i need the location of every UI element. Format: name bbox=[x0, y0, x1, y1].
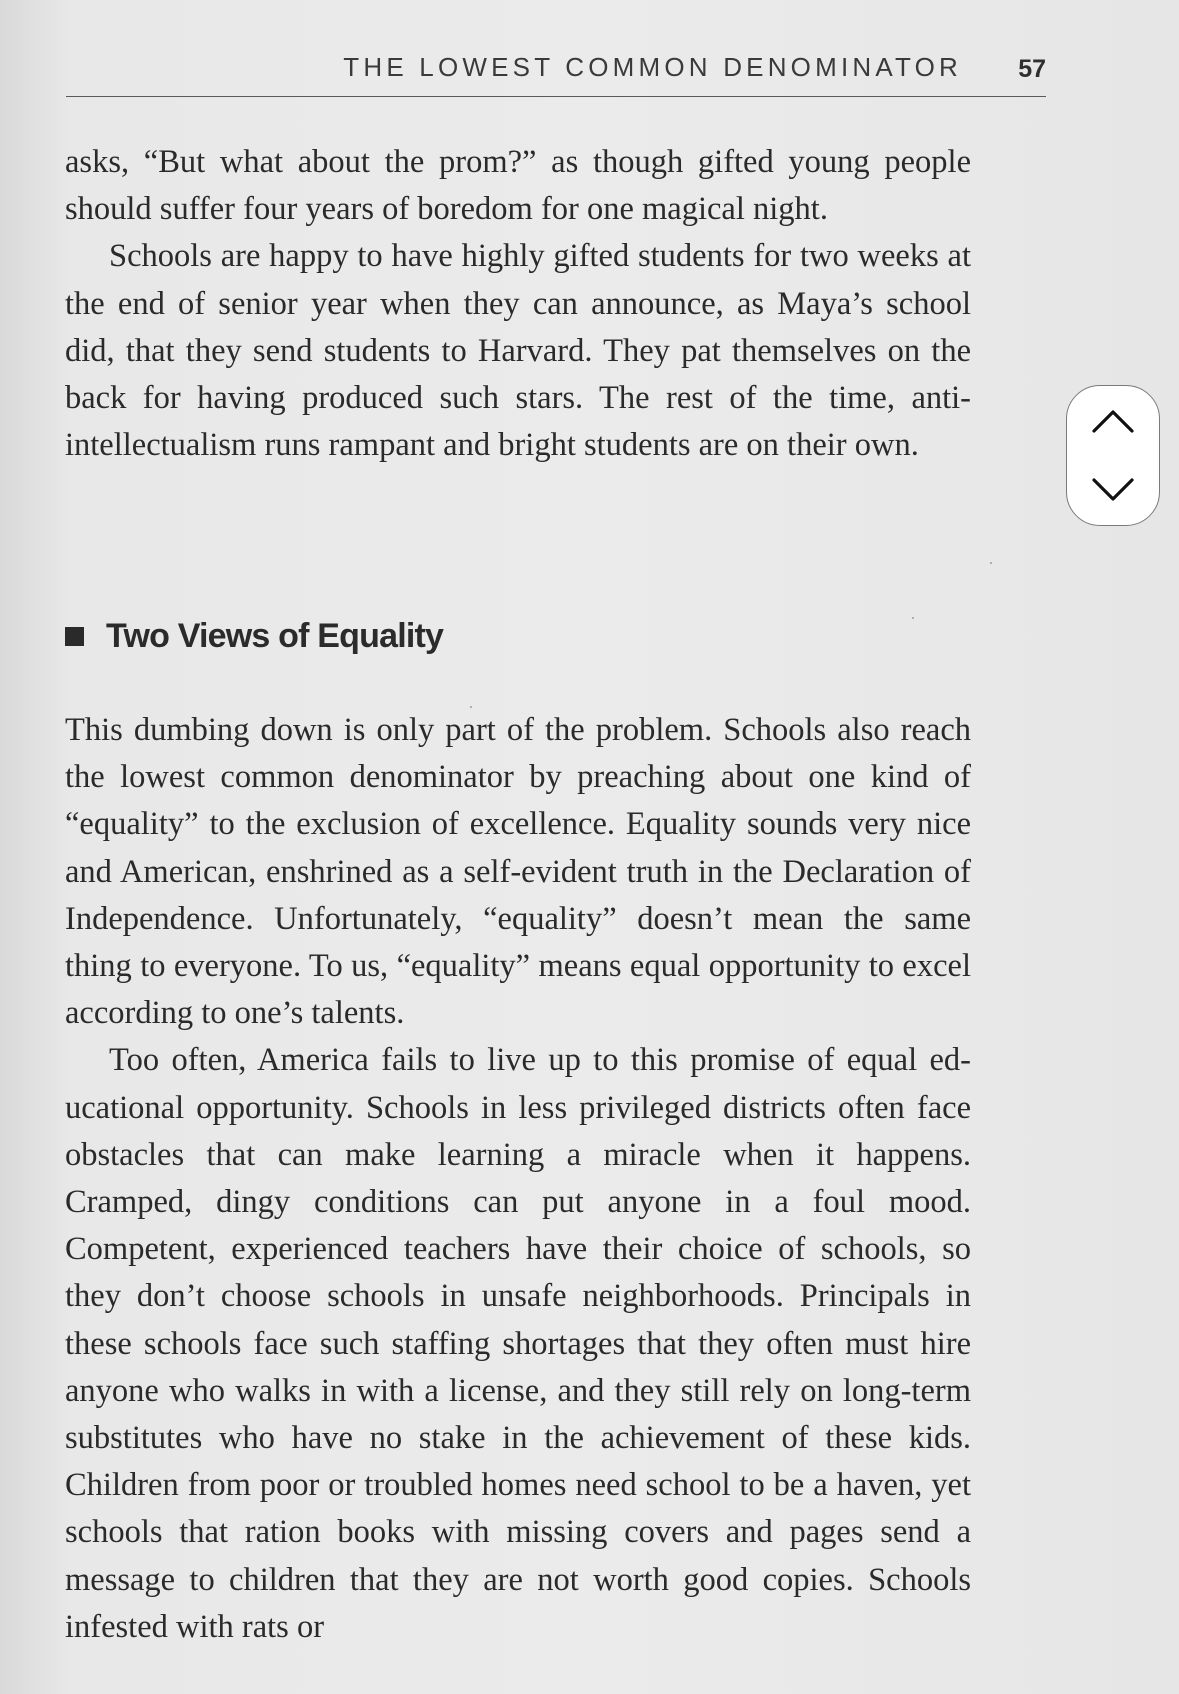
paragraph: Too often, America fails to live up to this promise of equal educational opportunity. Schools in less privileged districts often face obstacles that can make learning a miracle when it happens. Cramped, dingy conditions can put anyone in a foul mood. Competent, experienced teachers have their choice of schools, so they don’t choose schools in unsafe neighborhoods. Principals in these schools face such staffing shortages that they often must hire anyone who walks in with a license, and they still rely on long-term substitutes who have no stake in the achievement of these kids. Children from poor or troubled homes need school to be a haven, yet schools that ration books with missing covers and pages send a message to children that they are not worth good copies. Schools infested with rats or bbox=[65, 1042, 971, 1645]
chevron-up-icon bbox=[1091, 408, 1135, 434]
chevron-down-icon bbox=[1091, 477, 1135, 503]
body-text-bottom bbox=[65, 707, 971, 1651]
page-scroll-control bbox=[1066, 385, 1160, 526]
scroll-down-button[interactable] bbox=[1067, 456, 1159, 526]
body-text-top bbox=[65, 139, 971, 469]
heading-bullet-square-icon bbox=[65, 627, 84, 646]
paragraph: Schools are happy to have highly gifted students for two weeks at the end of senior year when they can announce, as Maya’s school did, that they send students to Harvard. They pat themselves on the back for having produced such stars. The rest of the time, anti-intellectualism runs rampant and bright students are on their own. bbox=[65, 238, 971, 464]
paper-speck bbox=[912, 617, 914, 619]
page-number: 57 bbox=[1018, 55, 1046, 83]
running-title: THE LOWEST COMMON DENOMINATOR bbox=[343, 52, 962, 82]
paper-speck bbox=[470, 706, 472, 708]
section-heading-text: Two Views of Equality bbox=[106, 616, 444, 655]
paragraph: This dumbing down is only part of the problem. Schools also reach the lowest common denominator by preaching about one kind of “equality” to the exclusion of excellence. Equality sounds very nice and American, enshrined as a self-evident truth in the Declaration of Independence. Unfortunately, “equality” doesn’t mean the same thing to everyone. To us, “equality” means equal opportunity to excel according to one’s talents. bbox=[65, 712, 971, 1032]
running-header bbox=[66, 44, 1046, 97]
scroll-up-button[interactable] bbox=[1067, 386, 1159, 456]
paragraph: asks, “But what about the prom?” as though gifted young people should suffer four years of boredom for one magical night. bbox=[65, 144, 971, 228]
section-heading bbox=[65, 612, 443, 660]
paper-speck bbox=[990, 562, 992, 564]
